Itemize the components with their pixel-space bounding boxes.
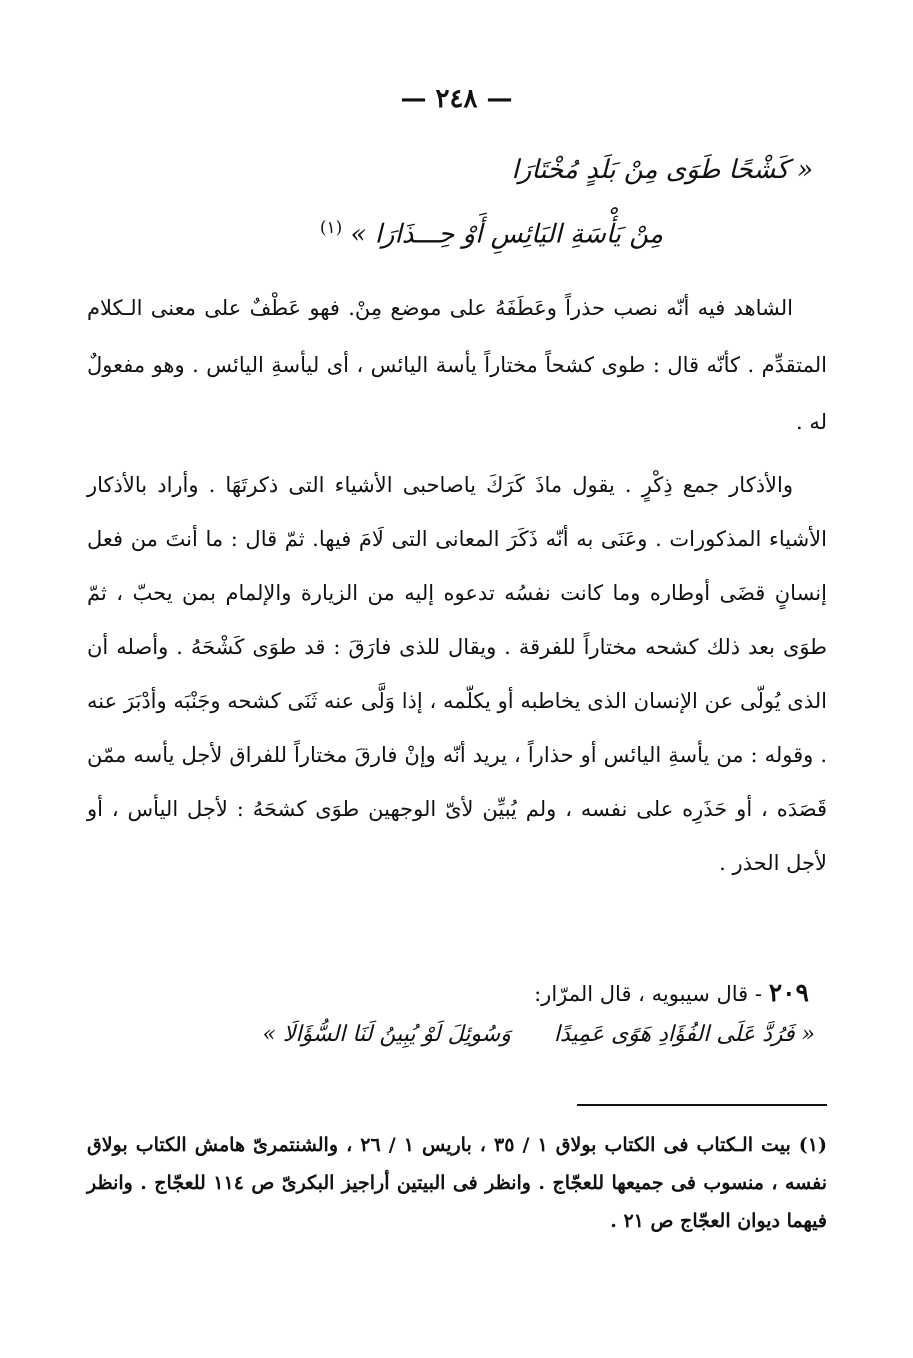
page-number: — ٢٤٨ —: [400, 84, 513, 114]
entry-verse-hemistich-b: وَسُوئِلَ لَوْ يُبِينُ لَنَا السُّؤَالَا »: [262, 1022, 511, 1047]
entry-heading: [534, 978, 809, 1007]
entry-dash: -: [754, 982, 763, 1006]
verse-line-1-text: « كَشْحًا طَوَى مِنْ بَلَدٍ مُخْتَارَا: [511, 155, 813, 185]
entry-text: قال سيبويه ، قال المرّار:: [534, 982, 749, 1006]
footnote: (١) بيت الـكتاب فى الكتاب بولاق ١ / ٣٥ ، باريس ١ / ٢٦ ، والشنتمرىّ هامش الكتاب بولاق نفسه ، منسوب فى جميعها للعجّاج . وانظر فى البيتين أراجيز البكرىّ ص ١١٤ للعجّاج . وانظر فيهما ديوان العجّاج ص ٢١ .: [87, 1134, 827, 1232]
entry-number: ٢٠٩: [768, 978, 809, 1007]
entry-verse: [115, 1022, 815, 1047]
commentary-paragraph-2: والأذكار جمع ذِكْرٍ . يقول ماذَ كَرَكَ ياصاحبى الأشياء التى ذكرتَهَا . وأراد بالأذكار الأشياء المذكورات . وعَنَى به أنّه ذَكَرَ المعانى التى لَامَ فيها. ثمّ قال : ما أنتَ من فعل إنسانٍ قضَى أوطاره وما كانت نفسُه تدعوه إليه من الزيارة والإلمام بمن يحبّ ، ثمّ طوَى بعد ذلك كشحه مختاراً للفرقة . ويقال للذى فارَقَ : قد طوَى كَشْحَهُ . وأصله أن الذى يُولّى عن الإنسان الذى يخاطبه أو يكلّمه ، إذا وَلَّى عنه ثَنَى كشحه وجَنْبَه وأدْبَرَ عنه . وقوله : من يأسةِ اليائس أو حذاراً ، يريد أنّه وإنْ فارقَ مختاراً للفراق لأجل يأسه ممّن قَصَدَه ، أو حَذَرِه على نفسه ، ولم يُبيِّن لأىّ الوجهين طوَى كشحَهُ : لأجل اليأس ، أو لأجل الحذر .: [87, 473, 827, 875]
verse-line-1: [512, 155, 813, 185]
footnote-reference-marker: (١): [319, 218, 343, 238]
verse-line-2: [320, 218, 663, 250]
verse-line-2-text: مِنْ يَأْسَةِ اليَائِسِ أَوْ حِـــذَارَا »: [350, 219, 663, 250]
footnote-separator: [577, 1104, 827, 1106]
commentary-paragraph-1: الشاهد فيه أنّه نصب حذراً وعَطَفَهُ على موضع مِنْ. فهو عَطْفٌ على معنى الـكلام المتقدِّم . كأنّه قال : طوى كشحاً مختاراً يأسة اليائس ، أى ليأسةِ اليائس . وهو مفعولٌ له .: [87, 296, 827, 434]
entry-verse-hemistich-a: « فَرُدَّ عَلَى الفُؤَادِ هَوًى عَمِيدًا: [553, 1022, 815, 1047]
